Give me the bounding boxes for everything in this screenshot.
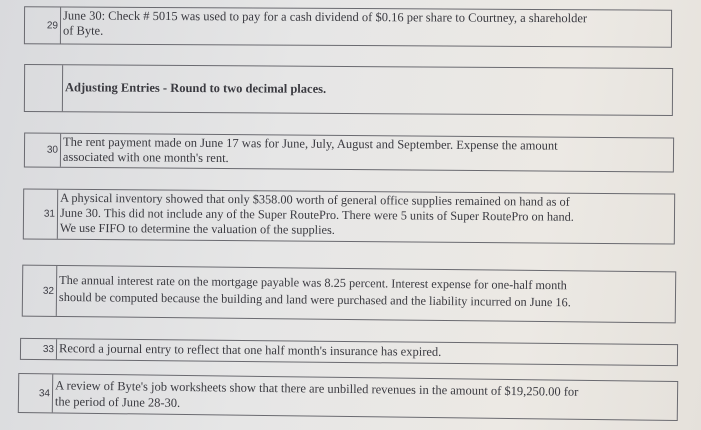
entry-row-34 [18,373,678,421]
entry-text [61,7,671,46]
entry-text-line: The annual interest rate on the mortgage payable was 8.25 percent. Interest expense for one-half month [59,272,567,293]
entry-text-line: June 30. This did not include any of the Super RoutePro. There were 5 units of Super RoutePro on hand. [59,205,574,224]
entry-text-line: should be computed because the building and land were purchased and the liability incurred on June 16. [58,289,571,310]
entry-text-line: A review of Byte's job worksheets show that there are unbilled revenues in the amount of $19,250.00 for [55,378,579,399]
entry-text-line: The rent payment made on June 17 was for June, July, August and September. Expense the amount [63,134,558,153]
section-heading-text: Adjusting Entries - Round to two decimal places. [64,80,327,96]
entry-number: 32 [23,266,58,316]
entry-row-33 [20,338,678,366]
entry-number: 33 [21,339,57,359]
entry-row-32 [22,265,677,324]
entry-number: 29 [25,7,61,43]
section-heading [63,65,672,115]
entry-number: 34 [19,374,53,412]
entry-text [61,134,673,172]
entry-text [58,190,674,244]
entry-number: 31 [24,189,58,238]
entry-text-line: Record a journal entry to reflect that one half month's insurance has expired. [58,341,442,359]
entry-number: 30 [25,133,61,166]
entry-text-line: associated with one month's rent. [62,149,229,166]
entry-number [25,65,63,111]
entry-row-30 [24,132,674,172]
entry-text-line: We use FIFO to determine the valuation of the supplies. [59,220,335,237]
section-heading-row [24,64,673,116]
entry-row-29 [24,6,672,47]
entry-text [53,374,677,420]
entry-text-line: the period of June 28-30. [54,394,181,410]
entry-text-line: June 30: Check # 5015 was used to pay for a cash dividend of $0.16 per share to Courtney, a shareholder [63,8,588,26]
entry-row-31 [23,188,675,244]
entry-text-line: A physical inventory showed that only $358.00 worth of general office supplies remained on hand as of [60,190,570,209]
entry-text [57,339,677,365]
entry-text-line: of Byte. [62,23,104,38]
entry-text [57,266,675,322]
